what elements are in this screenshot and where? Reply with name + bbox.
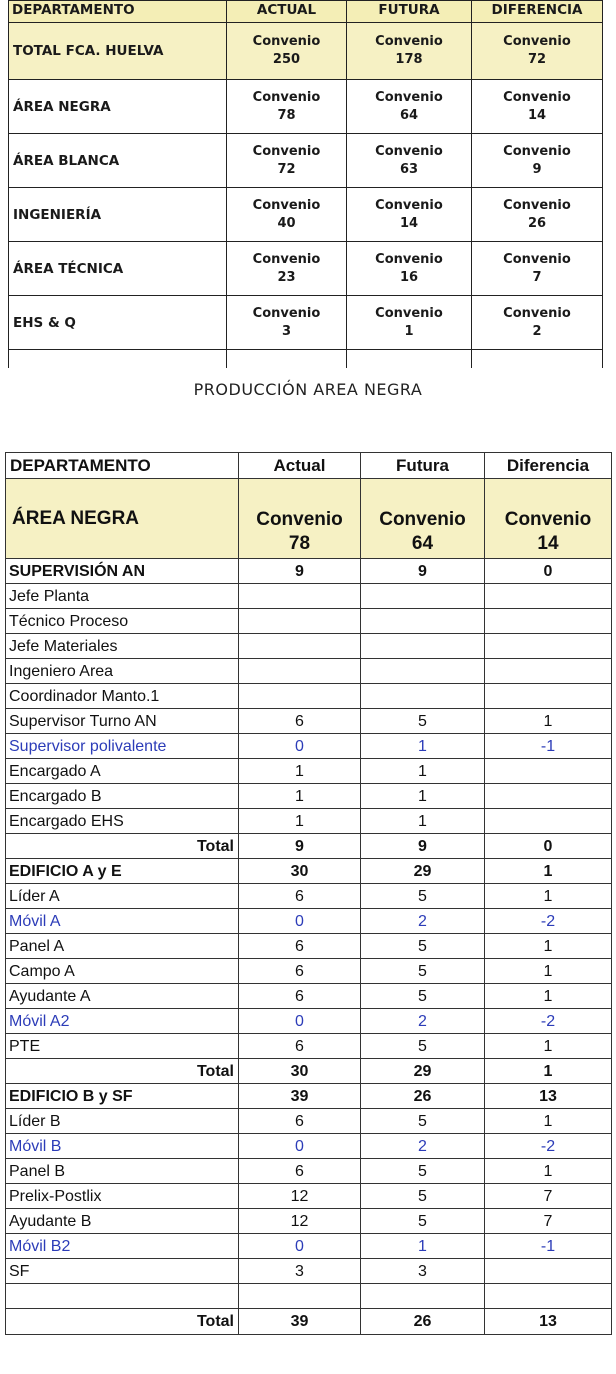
summary-row: [9, 80, 603, 134]
detail-row-actual: 6: [239, 884, 361, 909]
detail-row-diferencia: 13: [485, 1084, 612, 1109]
summary-value: 178: [395, 52, 423, 67]
detail-row-actual: 6: [239, 709, 361, 734]
summary-header-diferencia: DIFERENCIA: [472, 1, 603, 23]
detail-row-actual: 6: [239, 984, 361, 1009]
detail-row-actual: 0: [239, 1234, 361, 1259]
detail-row: [6, 834, 612, 859]
detail-row-diferencia: [485, 809, 612, 834]
detail-row-label: Panel A: [6, 934, 239, 959]
summary-blank-row: [9, 350, 603, 369]
detail-row-diferencia: [485, 759, 612, 784]
area-row-futura: [361, 479, 485, 559]
summary-row-dept: ÁREA TÉCNICA: [9, 242, 227, 296]
detail-row-label: Campo A: [6, 959, 239, 984]
detail-row-actual: 12: [239, 1209, 361, 1234]
detail-row: [6, 609, 612, 634]
convenio-label: Convenio: [375, 34, 443, 49]
detail-row-actual: 0: [239, 734, 361, 759]
area-row-diferencia-value: 14: [537, 533, 559, 554]
detail-row-actual: 1: [239, 809, 361, 834]
detail-table: [5, 452, 612, 1335]
summary-value: 7: [532, 269, 542, 285]
summary-blank-cell: [472, 350, 603, 369]
detail-row: [6, 759, 612, 784]
detail-row-futura: [361, 659, 485, 684]
area-row: [6, 479, 612, 559]
detail-row-label: Jefe Materiales: [6, 634, 239, 659]
convenio-label: Convenio: [375, 305, 443, 321]
summary-row-dept: ÁREA NEGRA: [9, 80, 227, 134]
convenio-label: Convenio: [252, 143, 321, 159]
detail-row-actual: 6: [239, 959, 361, 984]
summary-row-diferencia: [472, 296, 603, 350]
detail-row: [6, 559, 612, 584]
area-row-actual-label: Convenio: [256, 509, 343, 530]
detail-row-label: Encargado EHS: [6, 809, 239, 834]
convenio-label: Convenio: [503, 251, 571, 267]
detail-row: [6, 1259, 612, 1284]
summary-row-actual: [227, 23, 347, 80]
detail-row-diferencia: -2: [485, 1009, 612, 1034]
summary-value: 1: [404, 323, 414, 339]
detail-row-futura: 9: [361, 559, 485, 584]
summary-value: 14: [399, 215, 419, 231]
detail-row-futura: 2: [361, 1134, 485, 1159]
detail-row: [6, 1134, 612, 1159]
detail-row-futura: 5: [361, 984, 485, 1009]
summary-row-futura: [347, 296, 472, 350]
detail-row-actual: 0: [239, 1009, 361, 1034]
detail-row-label: Técnico Proceso: [6, 609, 239, 634]
detail-row-futura: [361, 684, 485, 709]
summary-blank-cell: [347, 350, 472, 369]
detail-row-label: Ayudante B: [6, 1209, 239, 1234]
detail-row-label: EDIFICIO A y E: [6, 859, 239, 884]
detail-row-actual: 6: [239, 1034, 361, 1059]
detail-row-futura: 9: [361, 834, 485, 859]
detail-row-label: Líder B: [6, 1109, 239, 1134]
detail-row: [6, 1034, 612, 1059]
detail-row-actual: 6: [239, 1109, 361, 1134]
detail-row-futura: 5: [361, 1034, 485, 1059]
detail-row-actual: 12: [239, 1184, 361, 1209]
summary-body: [9, 23, 603, 369]
area-row-actual: [239, 479, 361, 559]
detail-row: [6, 859, 612, 884]
summary-row-diferencia: [472, 23, 603, 80]
detail-row-label: Total: [6, 1059, 239, 1084]
detail-row: [6, 1184, 612, 1209]
detail-row-actual: [239, 684, 361, 709]
detail-row-actual: 9: [239, 834, 361, 859]
detail-header-departamento: DEPARTAMENTO: [6, 453, 239, 479]
summary-value: 72: [277, 161, 296, 177]
detail-row-label: Móvil B: [6, 1134, 239, 1159]
summary-blank-cell: [227, 350, 347, 369]
detail-row-diferencia: 7: [485, 1184, 612, 1209]
detail-row-diferencia: 1: [485, 1059, 612, 1084]
detail-row-actual: [239, 1284, 361, 1309]
detail-row-actual: [239, 634, 361, 659]
area-row-dept: ÁREA NEGRA: [6, 479, 239, 559]
summary-row-diferencia: [472, 134, 603, 188]
summary-value: 78: [277, 107, 296, 123]
detail-row-diferencia: 7: [485, 1209, 612, 1234]
detail-row-actual: 1: [239, 759, 361, 784]
detail-row: [6, 884, 612, 909]
detail-row-label: SF: [6, 1259, 239, 1284]
detail-row: [6, 909, 612, 934]
convenio-label: Convenio: [503, 305, 571, 321]
detail-row-futura: [361, 609, 485, 634]
summary-value: 63: [399, 161, 419, 177]
detail-row-label: Supervisor polivalente: [6, 734, 239, 759]
detail-row-label: Panel B: [6, 1159, 239, 1184]
detail-row-diferencia: 1: [485, 934, 612, 959]
detail-row-actual: 6: [239, 1159, 361, 1184]
summary-blank-cell: [9, 350, 227, 369]
detail-header-actual: Actual: [239, 453, 361, 479]
detail-row-actual: 0: [239, 909, 361, 934]
summary-row-dept: INGENIERÍA: [9, 188, 227, 242]
detail-row-diferencia: -2: [485, 1134, 612, 1159]
detail-row-actual: 39: [239, 1309, 361, 1335]
summary-value: 23: [277, 269, 296, 285]
detail-row-label: Coordinador Manto.1: [6, 684, 239, 709]
convenio-label: Convenio: [252, 34, 321, 49]
detail-row-futura: 5: [361, 884, 485, 909]
detail-row: [6, 1109, 612, 1134]
summary-value: 72: [527, 52, 547, 67]
detail-row-futura: 1: [361, 759, 485, 784]
detail-row-label: Ayudante A: [6, 984, 239, 1009]
detail-row-futura: 2: [361, 909, 485, 934]
detail-row-label: Ingeniero Area: [6, 659, 239, 684]
summary-row-dept: EHS & Q: [9, 296, 227, 350]
summary-row-actual: [227, 242, 347, 296]
detail-row-label: Jefe Planta: [6, 584, 239, 609]
area-row-diferencia-label: Convenio: [504, 509, 592, 530]
detail-row-label: Líder A: [6, 884, 239, 909]
detail-row-diferencia: 0: [485, 834, 612, 859]
detail-row: [6, 684, 612, 709]
detail-row: [6, 734, 612, 759]
detail-row: [6, 584, 612, 609]
detail-row: [6, 809, 612, 834]
summary-value: 9: [532, 161, 542, 177]
convenio-label: Convenio: [375, 143, 443, 159]
summary-value: 64: [399, 107, 419, 123]
summary-header-row: [9, 1, 603, 23]
detail-row: [6, 1084, 612, 1109]
detail-row-futura: 3: [361, 1259, 485, 1284]
detail-row-label: Encargado B: [6, 784, 239, 809]
detail-row-label: Total: [6, 834, 239, 859]
section-caption: PRODUCCIÓN AREA NEGRA: [193, 380, 423, 399]
detail-row-label: EDIFICIO B y SF: [6, 1084, 239, 1109]
detail-row-diferencia: [485, 659, 612, 684]
detail-row-diferencia: 1: [485, 884, 612, 909]
detail-header-diferencia: Diferencia: [485, 453, 612, 479]
summary-header-departamento: DEPARTAMENTO: [9, 1, 227, 23]
detail-header-row: [6, 453, 612, 479]
summary-row: [9, 134, 603, 188]
detail-row-futura: 5: [361, 1109, 485, 1134]
summary-row-futura: [347, 188, 472, 242]
detail-row-diferencia: [485, 1284, 612, 1309]
area-row-futura-value: 64: [411, 533, 434, 554]
detail-row-futura: 1: [361, 809, 485, 834]
detail-row-futura: 5: [361, 1184, 485, 1209]
detail-row: [6, 634, 612, 659]
summary-row-futura: [347, 23, 472, 80]
detail-row-label: PTE: [6, 1034, 239, 1059]
summary-row-diferencia: [472, 242, 603, 296]
detail-row-futura: 26: [361, 1084, 485, 1109]
detail-row-actual: [239, 609, 361, 634]
detail-row-actual: 39: [239, 1084, 361, 1109]
summary-row: [9, 296, 603, 350]
summary-row-futura: [347, 80, 472, 134]
detail-row-futura: 5: [361, 959, 485, 984]
detail-row: [6, 1284, 612, 1309]
summary-value: 3: [281, 323, 292, 339]
summary-value: 2: [532, 323, 542, 339]
detail-row-label: Supervisor Turno AN: [6, 709, 239, 734]
detail-row-label: Móvil A2: [6, 1009, 239, 1034]
detail-row-diferencia: -1: [485, 734, 612, 759]
detail-row-label: [6, 1284, 239, 1309]
detail-row-label: SUPERVISIÓN AN: [6, 559, 239, 584]
detail-row-futura: 5: [361, 934, 485, 959]
convenio-label: Convenio: [503, 34, 571, 49]
detail-row-diferencia: 0: [485, 559, 612, 584]
detail-row-diferencia: 1: [485, 859, 612, 884]
detail-row-diferencia: [485, 784, 612, 809]
detail-row-diferencia: [485, 684, 612, 709]
convenio-label: Convenio: [503, 89, 571, 105]
detail-row-diferencia: 1: [485, 1159, 612, 1184]
detail-row-actual: 30: [239, 1059, 361, 1084]
detail-row: [6, 709, 612, 734]
convenio-label: Convenio: [252, 305, 321, 321]
convenio-label: Convenio: [252, 251, 321, 267]
summary-row-dept: TOTAL FCA. HUELVA: [9, 23, 227, 80]
detail-row: [6, 1234, 612, 1259]
summary-row: [9, 188, 603, 242]
detail-row-actual: 1: [239, 784, 361, 809]
detail-row-actual: [239, 584, 361, 609]
convenio-label: Convenio: [503, 197, 571, 213]
summary-header-futura: FUTURA: [347, 1, 472, 23]
detail-row: [6, 1209, 612, 1234]
summary-header-actual: ACTUAL: [227, 1, 347, 23]
summary-value: 16: [399, 269, 419, 285]
detail-row-actual: 9: [239, 559, 361, 584]
detail-row-futura: 1: [361, 784, 485, 809]
detail-row-diferencia: 13: [485, 1309, 612, 1335]
detail-row-futura: 5: [361, 1209, 485, 1234]
summary-row-futura: [347, 134, 472, 188]
area-row-actual-value: 78: [288, 533, 311, 554]
detail-row-actual: 0: [239, 1134, 361, 1159]
detail-row-futura: 5: [361, 709, 485, 734]
detail-row-diferencia: [485, 634, 612, 659]
detail-row: [6, 784, 612, 809]
convenio-label: Convenio: [375, 251, 443, 267]
detail-row: [6, 659, 612, 684]
summary-row-dept: ÁREA BLANCA: [9, 134, 227, 188]
detail-row-diferencia: 1: [485, 984, 612, 1009]
detail-row-diferencia: [485, 1259, 612, 1284]
summary-row-diferencia: [472, 80, 603, 134]
detail-row-futura: [361, 1284, 485, 1309]
detail-row-diferencia: 1: [485, 709, 612, 734]
detail-row-label: Total: [6, 1309, 239, 1335]
summary-row: [9, 23, 603, 80]
convenio-label: Convenio: [375, 89, 443, 105]
detail-row-actual: 3: [239, 1259, 361, 1284]
summary-value: 40: [277, 215, 296, 231]
detail-row-futura: 1: [361, 1234, 485, 1259]
detail-row-actual: 6: [239, 934, 361, 959]
detail-row-actual: [239, 659, 361, 684]
detail-row: [6, 1159, 612, 1184]
detail-row-diferencia: -1: [485, 1234, 612, 1259]
detail-row-futura: 2: [361, 1009, 485, 1034]
detail-row-label: Móvil B2: [6, 1234, 239, 1259]
summary-value: 26: [527, 215, 547, 231]
detail-row-futura: 29: [361, 1059, 485, 1084]
detail-body: [6, 479, 612, 1335]
detail-row: [6, 1059, 612, 1084]
detail-row: [6, 934, 612, 959]
detail-row-label: Prelix-Postlix: [6, 1184, 239, 1209]
detail-row: [6, 984, 612, 1009]
convenio-label: Convenio: [375, 197, 443, 213]
summary-value: 14: [527, 107, 547, 123]
area-row-diferencia: [485, 479, 612, 559]
detail-row-futura: [361, 584, 485, 609]
convenio-label: Convenio: [252, 197, 321, 213]
detail-row-diferencia: 1: [485, 959, 612, 984]
detail-header-futura: Futura: [361, 453, 485, 479]
detail-row: [6, 1009, 612, 1034]
detail-row-actual: 30: [239, 859, 361, 884]
detail-row-futura: 1: [361, 734, 485, 759]
area-row-futura-label: Convenio: [379, 509, 466, 530]
detail-row-futura: 5: [361, 1159, 485, 1184]
summary-row-actual: [227, 134, 347, 188]
summary-table: [8, 0, 603, 368]
detail-row-diferencia: [485, 609, 612, 634]
detail-row-label: Encargado A: [6, 759, 239, 784]
summary-row-actual: [227, 80, 347, 134]
detail-row-diferencia: [485, 584, 612, 609]
summary-row: [9, 242, 603, 296]
summary-row-diferencia: [472, 188, 603, 242]
summary-row-futura: [347, 242, 472, 296]
detail-row: [6, 1309, 612, 1335]
convenio-label: Convenio: [503, 143, 571, 159]
detail-row-diferencia: 1: [485, 1034, 612, 1059]
detail-row: [6, 959, 612, 984]
detail-row-label: Móvil A: [6, 909, 239, 934]
summary-row-actual: [227, 296, 347, 350]
detail-row-futura: [361, 634, 485, 659]
summary-value: 250: [272, 52, 301, 67]
detail-row-futura: 29: [361, 859, 485, 884]
detail-row-diferencia: -2: [485, 909, 612, 934]
detail-row-diferencia: 1: [485, 1109, 612, 1134]
convenio-label: Convenio: [252, 89, 321, 105]
detail-row-futura: 26: [361, 1309, 485, 1335]
summary-row-actual: [227, 188, 347, 242]
